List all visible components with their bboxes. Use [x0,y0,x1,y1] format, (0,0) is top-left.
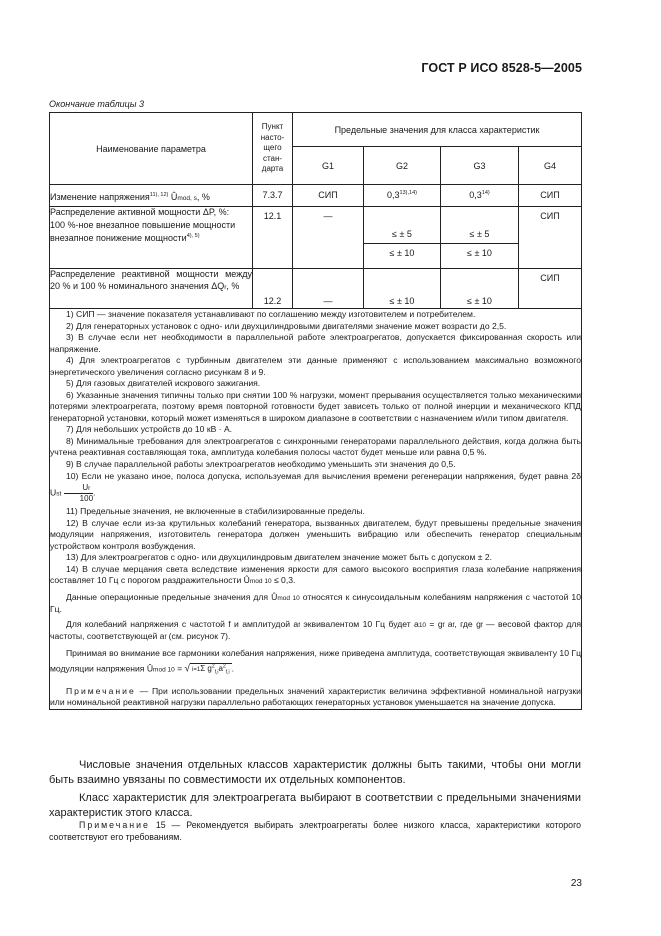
col-header-g1: G1 [293,147,364,185]
paragraph-equivalent: Принимая во внимание все гармоники колебания напряжения, ниже приведена амплитуда, соответствующая эквиваленту 10 Гц модуляции напряжения Ûmod 10 = √ i=1Σ $g^2_{f,i}a^2_{f,i}$ . [50,647,581,676]
footnote: 11) Предельные значения, не включенные в стабилизированные пределы. [66,506,365,516]
g1-value: — [293,207,364,269]
footnote: 14) В случае мерцания света вследствие изменения яркости для самого высокого восприятия глаза колебание напряжения составляет 10 Гц с порогом раздражительности Ûmod 10 ≤ 0,3. [50,563,581,585]
g4-value: СИП [519,269,582,309]
table-notes [50,309,582,710]
clause-value: 12.2 [253,269,293,309]
footnote: 8) Минимальные требования для электроагрегатов с синхронными генераторами параллельного действия, когда должна быть учтена реактивная составляющая тока, амплитуда колебания полосы частот будет меньше или равна 0,5 %. [50,435,581,457]
g4-value: СИП [519,185,582,207]
footnote: 2) Для генераторных установок с одно- или двухцилиндровыми двигателями значение может возрасти до 2,5. [66,320,507,331]
page-number: 23 [570,878,582,889]
paragraph-frequency: Для колебаний напряжения с частотой f и амплитудой af эквивалентом 10 Гц будет a10 = gf af, где gf — весовой фактор для частоты, соответствующей af (см. рисунок 7). [50,618,582,641]
g1-value: — [293,269,364,309]
g3-value: ≤ ± 5 ≤ ± 10 [441,207,519,269]
table-row [50,185,582,207]
document-code: ГОСТ Р ИСО 8528-5—2005 [421,61,582,75]
clause-value: 12.1 [253,207,293,269]
footnote: 5) Для газовых двигателей искрового зажигания. [66,378,261,388]
paragraph-operational: Данные операционные предельные значения для Ûmod 10 относятся к синусоидальным колебаниям напряжения с частотой 10 Гц. [50,591,581,614]
col-header-param: Наименование параметра [50,113,253,185]
footnote: 13) Для электроагрегатов с одно- или двухцилиндровым двигателем значение может быть с допуском ± 2. [66,552,493,562]
g1-value: СИП [293,185,364,207]
param-active-power: Распределение активной мощности ΔP, %: 100 %-ное внезапное повышение мощности внезапное понижение мощности$^{4), 5)}$ [50,207,253,269]
footnote: 1) СИП — значение показателя устанавливают по соглашению между изготовителем и потребителем. [66,309,476,319]
sqrt-formula: √ [184,663,191,675]
clause-value: 7.3.7 [253,185,293,207]
table-caption: Окончание таблицы 3 [49,99,144,109]
g4-value: СИП [519,207,582,269]
footnote: 3) В случае если нет необходимости в параллельной работе электроагрегатов, допускается фиксированная скорость или напряжение. [50,332,581,354]
col-header-clause: Пункт насто- щего стан- дарта [253,113,293,185]
g2-value: ≤ ± 10 [364,269,441,309]
footnote: 10) Если не указано иное, полоса допуска, используемая для вычисления времени регенерации напряжения, будет равна 2δ Ust $\frac{Ur}{100}$ . [50,471,581,503]
g3-value: 0,3$^{14)}$ [441,185,519,207]
paragraph: Класс характеристик для электроагрегата выбирают в соответствии с предельными значениями характеристик этого класса. [49,792,581,819]
g3-value: ≤ ± 10 [441,269,519,309]
paragraph: Числовые значения отдельных классов характеристик должны быть такими, чтобы они могли быть взаимно увязаны по совместимости их отдельных компонентов. [49,759,581,786]
param-voltage-change: Изменение напряжения$^{11), 12)}$ Ûmod, s, % [50,185,253,207]
col-header-g2: G2 [364,147,441,185]
param-reactive-power: Распределение реактивной мощности между 20 % и 100 % номинального значения ΔQr, % [50,269,253,309]
footnote: 6) Указанные значения типичны только при снятии 100 % нагрузки, момент прерывания осуществляется только механическими потерями электроагрегата, поэтому время повторной готовности будет зависеть только от полной инерции и механического КПД генераторной установки, который может изменяться в широком диапазоне в соответствии с назначением и/или типом двигателя. [50,389,581,423]
fraction: $\frac{Ur}{100}$ [64,483,93,503]
col-header-g4: G4 [519,147,582,185]
col-header-limits: Предельные значения для класса характеристик [293,113,582,147]
footnote: 9) В случае параллельной работы электроагрегатов необходимо уменьшить эти значения до 0,5. [66,458,456,469]
footnote: 7) Для небольших устройств до 10 кВ · А. [66,424,233,434]
g2-value: ≤ ± 5 ≤ ± 10 [364,207,441,269]
g2-value: $0,3^{13),14)}$ [364,185,441,207]
table-row [50,269,582,309]
body-text [49,758,581,821]
table-note: Примечание — При использовании предельных значений характеристик величина эффективной номинальной нагрузки или номинальной реактивной нагрузки параллельно работающих генераторных установок уменьшается на значение допуска. [50,685,581,708]
table-row [50,207,582,269]
footnote: 4) Для электроагрегатов с турбинным двигателем эти данные применяют с использованием максимально возможного энергетического увеличения согласно рисункам 8 и 9. [50,355,581,377]
limits-table [49,112,582,710]
footnote: 12) В случае если из-за крутильных колебаний генератора, вызванных двигателем, будут превышены предельные значения модуляции напряжения, изготовитель генератора должен уменьшить вибрацию или обеспечить генератор специальным устройством контроля возбуждения. [50,517,581,551]
col-header-g3: G3 [441,147,519,185]
note-15: Примечание 15 — Рекомендуется выбирать электроагрегаты более низкого класса, характеристики которого соответствуют его требованиям. [49,820,581,842]
